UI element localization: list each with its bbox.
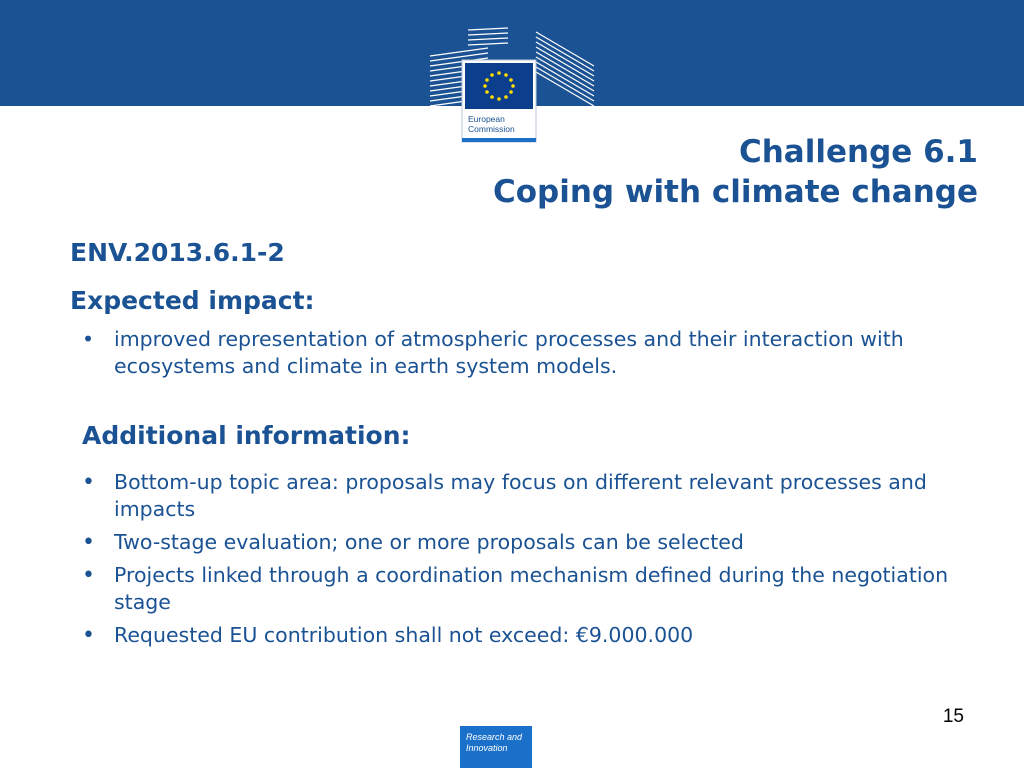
expected-impact-list — [82, 326, 962, 380]
expected-impact-heading: Expected impact: — [70, 286, 315, 315]
list-item-text: Requested EU contribution shall not exceed: €9.000.000 — [114, 623, 694, 647]
list-item — [82, 326, 962, 380]
list-item — [82, 529, 962, 556]
logo-text-line2: Commission — [468, 124, 515, 134]
additional-info-list — [82, 469, 962, 655]
bullet-icon: • — [82, 327, 95, 351]
bullet-icon: • — [82, 563, 95, 588]
bullet-icon: • — [82, 530, 95, 555]
list-item — [82, 622, 962, 649]
logo-text-line1: European — [468, 114, 505, 124]
badge-line2: Innovation — [466, 743, 508, 753]
list-item-text: Projects linked through a coordination mechanism defined during the negotiation stage — [114, 563, 949, 614]
list-item — [82, 469, 962, 523]
building-lines-right-icon — [536, 32, 594, 106]
bullet-icon: • — [82, 623, 95, 648]
list-item — [82, 562, 962, 616]
topic-code: ENV.2013.6.1-2 — [70, 238, 285, 267]
list-item-text: improved representation of atmospheric processes and their interaction with ecosystems and climate in earth system models. — [114, 327, 904, 378]
slide-title-line1: Challenge 6.1 — [738, 134, 978, 170]
badge-line1: Research and — [466, 732, 523, 742]
research-innovation-badge — [460, 726, 532, 768]
eu-flag-icon — [465, 63, 533, 109]
list-item-text: Bottom-up topic area: proposals may focus on different relevant processes and impacts — [114, 470, 927, 521]
slide-title-line2: Coping with climate change — [493, 174, 978, 210]
list-item-text: Two-stage evaluation; one or more proposals can be selected — [114, 530, 744, 554]
slide-title — [493, 132, 978, 212]
page-number: 15 — [942, 706, 964, 727]
european-commission-logo — [428, 26, 596, 144]
additional-info-heading: Additional information: — [82, 421, 411, 450]
bullet-icon: • — [82, 470, 95, 495]
